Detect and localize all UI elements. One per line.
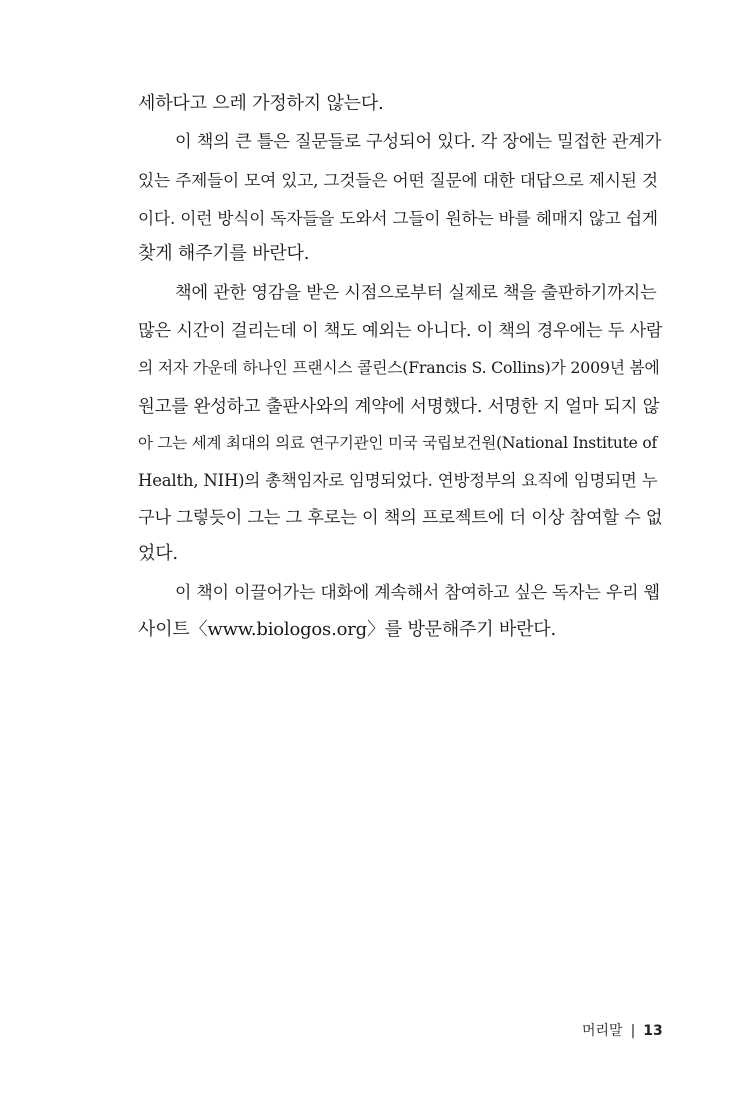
body-line: 의 저자 가운데 하나인 프랜시스 콜린스(Francis S. Collins)가 2009년 봄에 [138,358,660,377]
body-line: 많은 시간이 걸리는데 이 책도 예외는 아니다. 이 책의 경우에는 두 사람 [138,321,663,341]
body-line: 이 책의 큰 틀은 질문들로 구성되어 있다. 각 장에는 밀접한 관계가 [175,132,662,152]
body-line: 구나 그렇듯이 그는 그 후로는 이 책의 프로젝트에 더 이상 참여할 수 없 [138,508,663,528]
page-number: 13 [643,1023,663,1039]
footer-separator: | [630,1023,636,1039]
body-line: 아 그는 세계 최대의 의료 연구기관인 미국 국립보건원(National Institute of [138,434,658,452]
body-line: 이다. 이런 방식이 독자들을 도와서 그들이 원하는 바를 헤매지 않고 쉽게 [138,208,658,228]
body-line: Health, NIH)의 총책임자로 임명되었다. 연방정부의 요직에 임명되면 누 [138,471,658,490]
page-footer [582,1019,663,1043]
body-line: 책에 관한 영감을 받은 시점으로부터 실제로 책을 출판하기까지는 [175,283,657,303]
body-line: 원고를 완성하고 출판사와의 계약에 서명했다. 서명한 지 얼마 되지 않 [138,397,660,417]
section-title: 머리말 [582,1023,623,1039]
body-line: 세하다고 으레 가정하지 않는다. [138,93,384,114]
body-line: 이 책이 이끌어가는 대화에 계속해서 참여하고 싶은 독자는 우리 웹 [175,583,660,603]
body-line: 있는 주제들이 모여 있고, 그것들은 어떤 질문에 대한 대답으로 제시된 것 [138,170,658,190]
body-line: 사이트〈www.biologos.org〉를 방문해주기 바란다. [138,619,557,640]
body-line: 찾게 해주기를 바란다. [138,243,310,264]
body-line: 었다. [138,543,178,564]
